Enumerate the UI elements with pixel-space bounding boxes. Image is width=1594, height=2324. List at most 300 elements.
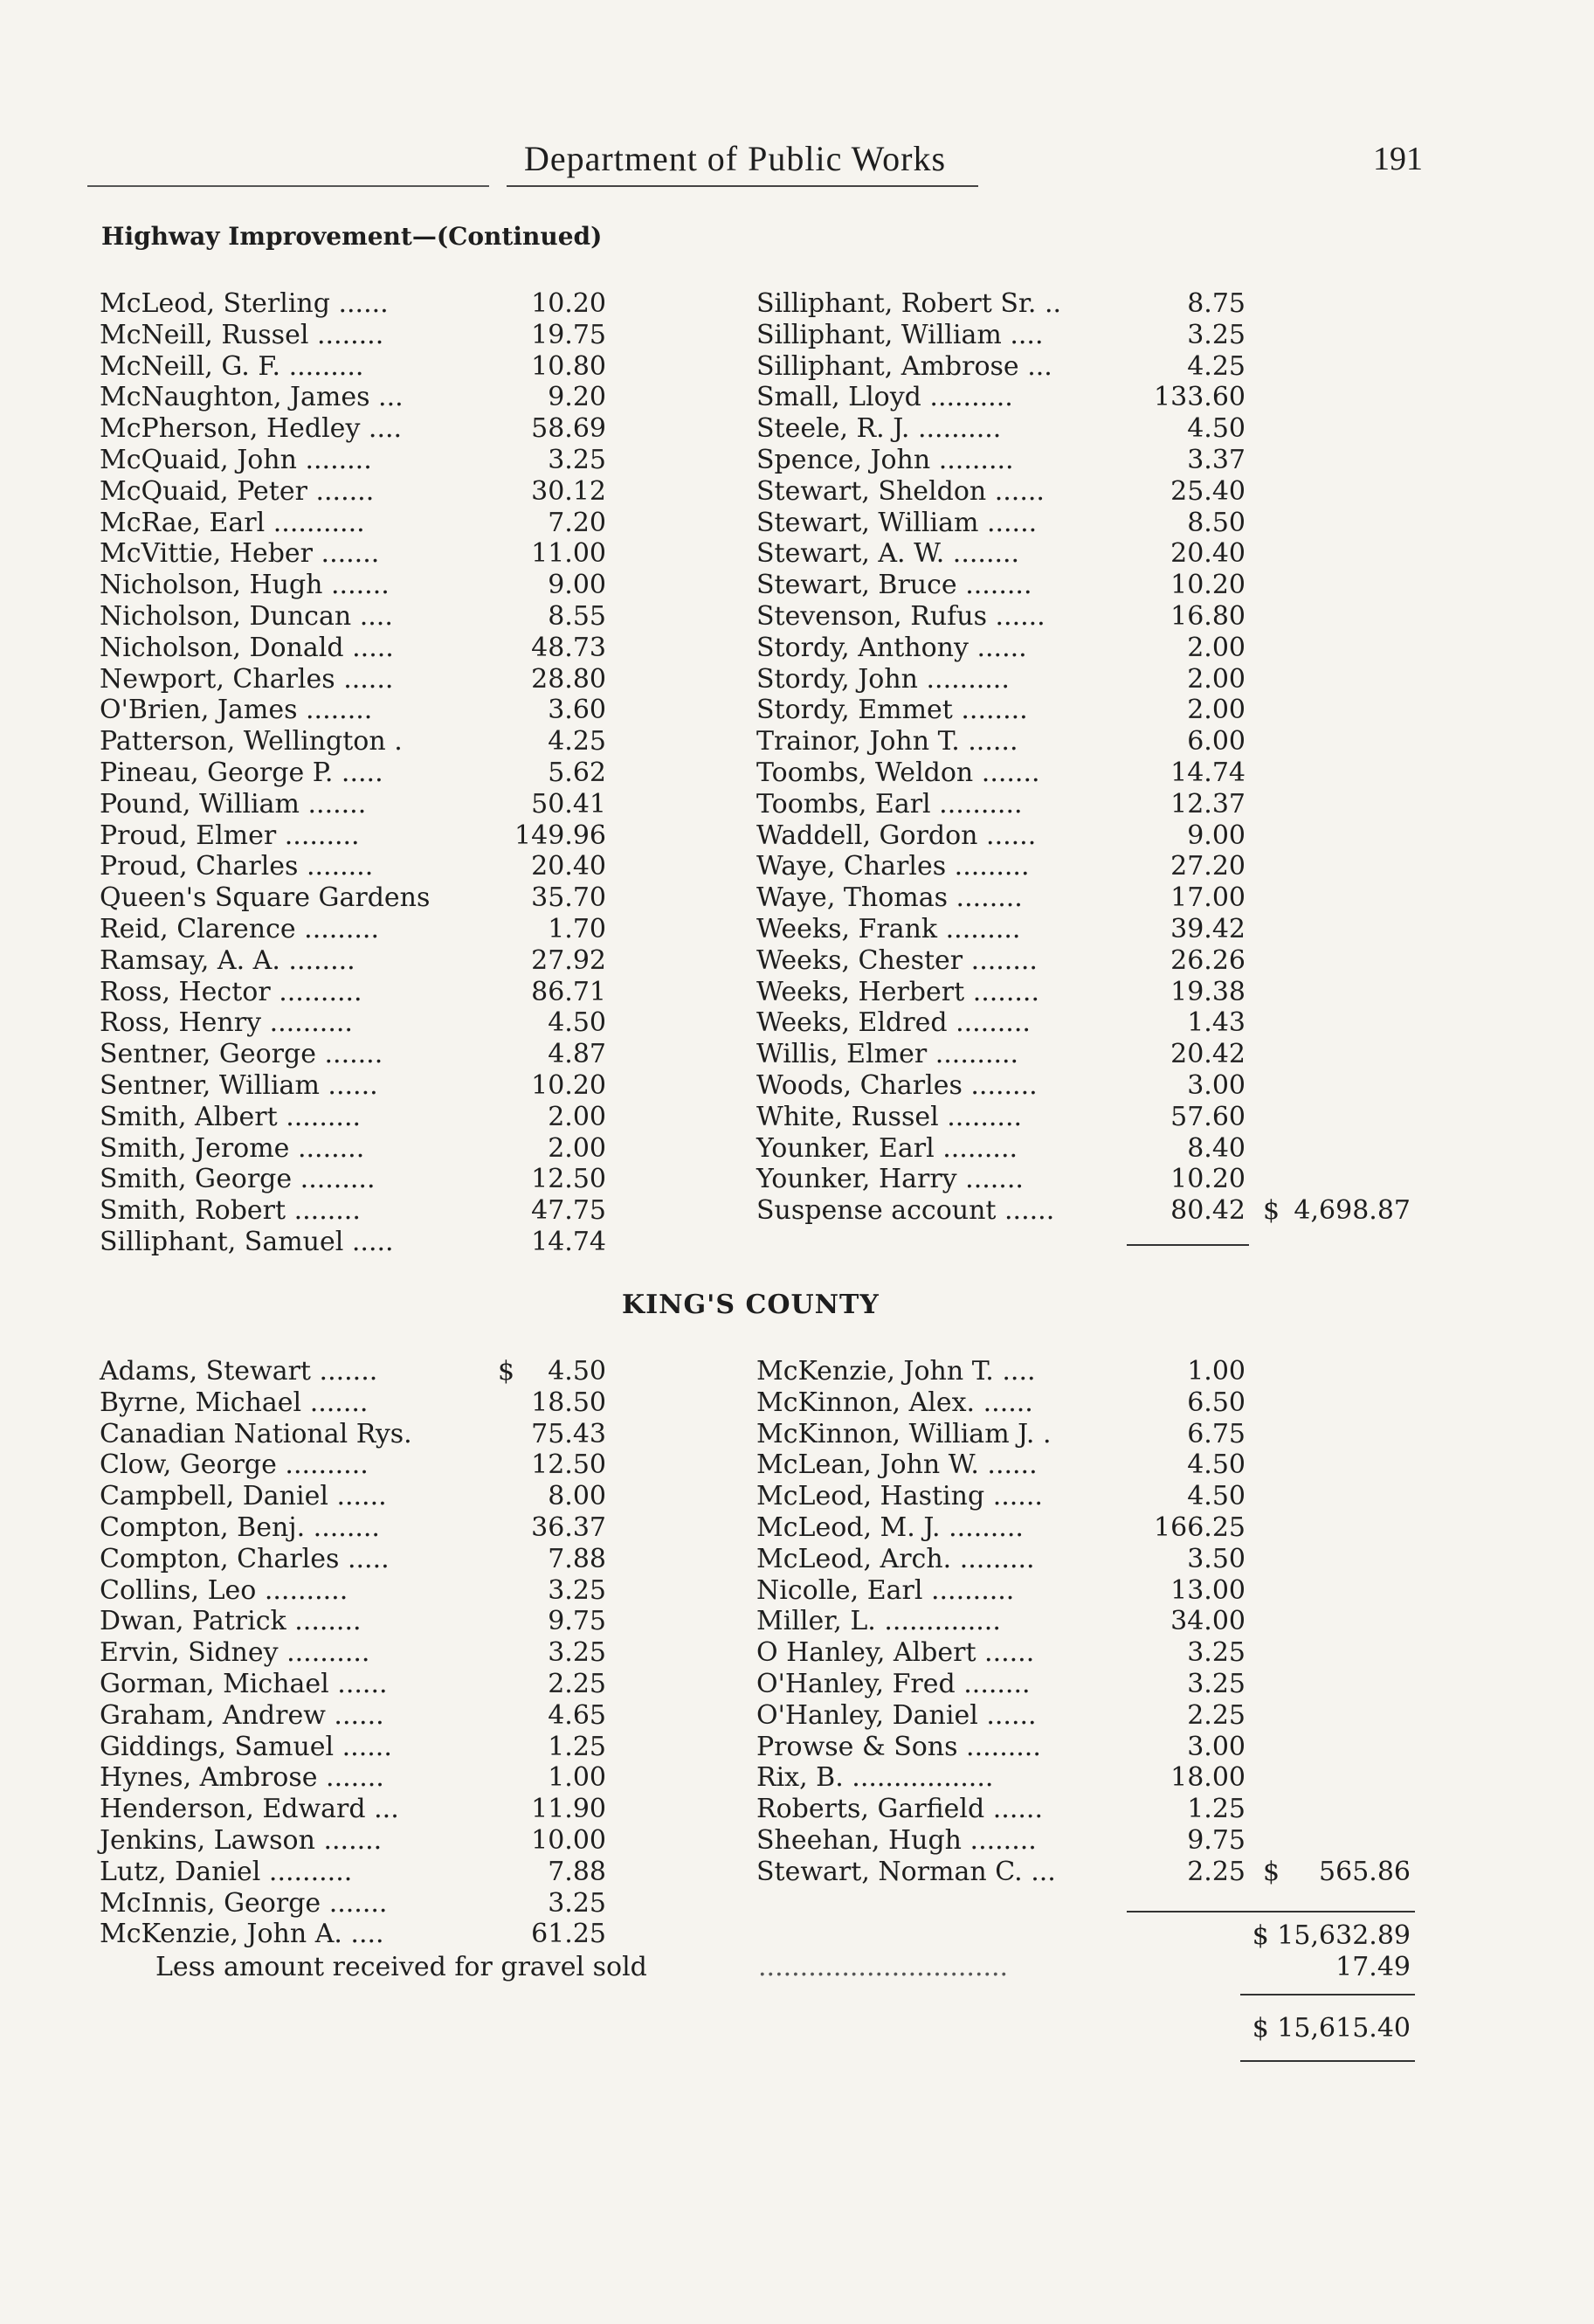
payee-name: McQuaid, Peter ....... <box>100 475 375 507</box>
payee-name: Proud, Charles ........ <box>100 851 374 882</box>
payee-amount: 9.20 <box>548 382 606 413</box>
payee-name: Stewart, Bruce ........ <box>756 570 1032 601</box>
ledger-row <box>756 413 1254 445</box>
ledger-row <box>756 508 1254 539</box>
payee-amount: 1.00 <box>1187 1356 1246 1387</box>
payee-name: Younker, Harry ....... <box>756 1164 1024 1195</box>
payee-amount: 10.80 <box>531 350 606 382</box>
payee-name: Ross, Henry .......... <box>100 1007 353 1039</box>
ledger-row <box>756 1164 1254 1195</box>
payee-name: Pineau, George P. ..... <box>100 757 383 788</box>
payee-amount: 149.96 <box>514 820 606 851</box>
payee-name: Weeks, Herbert ........ <box>756 976 1039 1007</box>
ledger-row <box>100 1039 606 1070</box>
payee-name: McLeod, M. J. ......... <box>756 1511 1024 1543</box>
payee-name: Campbell, Daniel ...... <box>100 1481 387 1512</box>
ledger-row <box>100 757 606 789</box>
payee-name: Willis, Elmer .......... <box>756 1039 1019 1070</box>
payee-amount: 11.90 <box>531 1794 606 1825</box>
ledger-row <box>756 757 1254 789</box>
ledger-row <box>100 882 606 914</box>
payee-name: McLean, John W. ...... <box>756 1449 1038 1481</box>
payee-amount: 4.65 <box>548 1699 606 1731</box>
ledger-row <box>756 1794 1254 1825</box>
payee-name: Newport, Charles ...... <box>100 663 394 695</box>
payee-name: Sentner, George ....... <box>100 1039 383 1070</box>
payee-name: Queen's Square Gardens <box>100 882 431 914</box>
ledger-row <box>100 1606 606 1637</box>
payee-name: Nicolle, Earl .......... <box>756 1574 1015 1606</box>
ledger-row <box>756 1700 1254 1732</box>
ledger-row <box>100 976 606 1008</box>
payee-name: Stewart, Norman C. ... <box>756 1856 1056 1887</box>
payee-amount: 10.20 <box>1170 570 1246 601</box>
less-label: Less amount received for gravel sold <box>155 1952 647 1982</box>
payee-amount: 12.50 <box>531 1449 606 1481</box>
ledger-row <box>100 1856 606 1888</box>
ledger-row <box>100 1543 606 1575</box>
payee-amount: 14.74 <box>1170 757 1246 788</box>
payee-amount: 3.25 <box>548 1887 606 1919</box>
payee-amount: 16.80 <box>1170 600 1246 632</box>
header-rule-left <box>87 185 489 187</box>
kings-right-column <box>756 1356 1411 1888</box>
payee-name: Ramsay, A. A. ........ <box>100 944 355 976</box>
ledger-row <box>756 1481 1254 1512</box>
payee-amount: 10.20 <box>531 288 606 319</box>
ledger-row <box>100 288 606 320</box>
ledger-row <box>756 633 1254 664</box>
payee-name: Waye, Thomas ........ <box>756 882 1023 914</box>
less-amount: 17.49 <box>1335 1952 1411 1982</box>
payee-name: Silliphant, Ambrose ... <box>756 350 1052 382</box>
ledger-row <box>100 913 606 945</box>
payee-name: Canadian National Rys. <box>100 1418 412 1449</box>
ledger-row <box>756 1669 1254 1700</box>
payee-name: McLeod, Sterling ...... <box>100 288 389 319</box>
ledger-row <box>100 1195 606 1227</box>
payee-name: McLeod, Arch. ......... <box>756 1543 1035 1574</box>
payee-name: Patterson, Wellington . <box>100 726 403 757</box>
payee-amount: 6.50 <box>1187 1387 1246 1418</box>
payee-name: Compton, Charles ..... <box>100 1543 390 1574</box>
ledger-row <box>756 1133 1254 1165</box>
payee-amount: 19.75 <box>531 319 606 350</box>
payee-name: Henderson, Edward ... <box>100 1794 399 1825</box>
ledger-row <box>756 726 1254 757</box>
payee-amount: 2.00 <box>1187 663 1246 695</box>
payee-amount: 3.60 <box>548 695 606 726</box>
header-rule-right <box>507 185 978 187</box>
payee-name: McQuaid, John ........ <box>100 444 372 475</box>
kings-left-column <box>100 1356 606 1950</box>
ledger-row <box>756 695 1254 726</box>
payee-name: Stordy, Anthony ...... <box>756 632 1027 663</box>
payee-amount: 2.00 <box>548 1132 606 1164</box>
payee-amount: 19.38 <box>1170 976 1246 1007</box>
payee-name: Ross, Hector .......... <box>100 976 362 1007</box>
ledger-row <box>756 789 1254 820</box>
payee-amount: 3.25 <box>548 1637 606 1669</box>
payee-name: Waddell, Gordon ...... <box>756 820 1037 851</box>
payee-name: Prowse & Sons ......... <box>756 1731 1041 1762</box>
highway-right-column <box>756 288 1411 1227</box>
payee-amount: 3.37 <box>1187 444 1246 475</box>
ledger-row <box>100 1731 606 1763</box>
ledger-row <box>756 1102 1254 1133</box>
payee-name: Waye, Charles ......... <box>756 851 1030 882</box>
ledger-row <box>100 538 606 570</box>
ledger-row <box>100 1762 606 1794</box>
payee-amount: 26.26 <box>1170 944 1246 976</box>
payee-amount: 12.50 <box>531 1164 606 1195</box>
ledger-row <box>756 351 1254 383</box>
payee-name: Steele, R. J. .......... <box>756 413 1002 445</box>
ledger-row <box>756 1070 1254 1102</box>
ledger-row <box>100 695 606 726</box>
payee-name: Smith, Albert ......... <box>100 1101 362 1132</box>
payee-name: Giddings, Samuel ...... <box>100 1731 392 1762</box>
subtotal-amount: 4,698.87 <box>1294 1195 1411 1227</box>
payee-amount: 3.25 <box>1187 319 1246 350</box>
ledger-row <box>756 1195 1411 1227</box>
payee-amount: 48.73 <box>531 632 606 663</box>
payee-amount: 8.40 <box>1187 1132 1246 1164</box>
payee-amount: 9.00 <box>1187 820 1246 851</box>
payee-name: Stewart, William ...... <box>756 507 1038 538</box>
payee-name: McPherson, Hedley .... <box>100 413 403 445</box>
payee-name: McKenzie, John T. .... <box>756 1356 1036 1387</box>
ledger-row <box>756 1512 1254 1544</box>
payee-name: McKinnon, Alex. ...... <box>756 1387 1033 1418</box>
payee-name: Ervin, Sidney .......... <box>100 1637 370 1669</box>
payee-amount: 28.80 <box>531 663 606 695</box>
gross-total: $ 15,632.89 <box>1252 1920 1411 1951</box>
ledger-row <box>100 1637 606 1669</box>
ledger-row <box>100 1132 606 1165</box>
payee-amount: 4.87 <box>548 1039 606 1070</box>
payee-name: White, Russel ......... <box>756 1101 1023 1132</box>
dollar-sign: $ <box>1263 1195 1280 1227</box>
payee-amount: 61.25 <box>531 1919 606 1950</box>
ledger-row <box>100 1449 606 1481</box>
payee-amount: 4.50 <box>1187 1449 1246 1481</box>
ledger-row <box>756 945 1254 977</box>
payee-amount: 14.74 <box>531 1226 606 1257</box>
payee-name: McKinnon, William J. . <box>756 1418 1052 1449</box>
ledger-row <box>756 1544 1254 1575</box>
ledger-row <box>756 1039 1254 1070</box>
ledger-row <box>100 1574 606 1607</box>
payee-name: Small, Lloyd .......... <box>756 382 1013 413</box>
payee-amount: 86.71 <box>531 976 606 1007</box>
payee-name: Nicholson, Donald ..... <box>100 632 394 663</box>
payee-name: Stevenson, Rufus ...... <box>756 600 1045 632</box>
ledger-row <box>100 1481 606 1512</box>
payee-name: Reid, Clarence ......... <box>100 913 379 944</box>
ledger-row <box>100 1887 606 1919</box>
payee-name: Byrne, Michael ....... <box>100 1387 369 1418</box>
ledger-row <box>756 601 1254 633</box>
payee-name: Smith, George ......... <box>100 1164 376 1195</box>
net-total-rule <box>1240 1994 1415 1995</box>
ledger-row <box>756 820 1254 852</box>
subtotal-rule <box>1127 1244 1249 1246</box>
payee-amount: 10.00 <box>531 1824 606 1856</box>
ledger-row <box>756 1007 1254 1039</box>
ledger-row <box>100 944 606 977</box>
payee-amount: 4.50 <box>548 1356 606 1387</box>
payee-amount: 4.50 <box>1187 413 1246 445</box>
ledger-row <box>100 663 606 695</box>
payee-amount: 47.75 <box>531 1195 606 1227</box>
payee-name: Compton, Benj. ........ <box>100 1511 380 1543</box>
payee-name: Lutz, Daniel .......... <box>100 1856 353 1887</box>
payee-amount: 2.25 <box>1187 1856 1246 1887</box>
payee-amount: 58.69 <box>531 413 606 445</box>
payee-amount: 1.25 <box>548 1731 606 1762</box>
payee-amount: 3.00 <box>1187 1731 1246 1762</box>
payee-amount: 10.20 <box>531 1069 606 1101</box>
kings-county-heading: KING'S COUNTY <box>622 1290 880 1320</box>
ledger-row <box>100 507 606 539</box>
payee-name: Stordy, John .......... <box>756 663 1010 695</box>
payee-name: Stewart, A. W. ........ <box>756 538 1020 570</box>
payee-amount: 80.42 <box>1170 1195 1246 1227</box>
payee-amount: 12.37 <box>1170 788 1246 820</box>
payee-amount: 6.00 <box>1187 726 1246 757</box>
payee-amount: 3.25 <box>548 444 606 475</box>
payee-amount: 20.40 <box>531 851 606 882</box>
payee-name: Weeks, Eldred ......... <box>756 1007 1031 1039</box>
payee-amount: 34.00 <box>1170 1606 1246 1637</box>
payee-name: McKenzie, John A. .... <box>100 1919 384 1950</box>
payee-name: Stordy, Emmet ........ <box>756 695 1028 726</box>
payee-amount: 18.00 <box>1170 1762 1246 1794</box>
ledger-row <box>756 851 1254 882</box>
payee-name: O'Brien, James ........ <box>100 695 373 726</box>
payee-name: Stewart, Sheldon ...... <box>756 475 1045 507</box>
ledger-row <box>100 1007 606 1039</box>
payee-amount: 30.12 <box>531 475 606 507</box>
payee-name: Weeks, Frank ......... <box>756 913 1021 944</box>
payee-name: McRae, Earl ........... <box>100 507 365 538</box>
ledger-row <box>100 788 606 820</box>
payee-amount: 35.70 <box>531 882 606 914</box>
payee-amount: 6.75 <box>1187 1418 1246 1449</box>
payee-amount: 4.50 <box>548 1007 606 1039</box>
payee-amount: 2.00 <box>548 1101 606 1132</box>
ledger-row <box>100 851 606 882</box>
payee-name: Roberts, Garfield ...... <box>756 1794 1043 1825</box>
payee-amount: 4.25 <box>548 726 606 757</box>
ledger-row <box>756 1637 1254 1669</box>
payee-amount: 2.25 <box>1187 1699 1246 1731</box>
ledger-row <box>756 1449 1254 1481</box>
ledger-row <box>756 1606 1254 1637</box>
payee-name: McInnis, George ....... <box>100 1887 388 1919</box>
ledger-row <box>756 914 1254 945</box>
payee-amount: 1.00 <box>548 1762 606 1794</box>
payee-amount: 3.50 <box>1187 1543 1246 1574</box>
payee-amount: 7.88 <box>548 1856 606 1887</box>
payee-name: Sentner, William ...... <box>100 1069 378 1101</box>
net-total-underline <box>1240 2060 1415 2062</box>
payee-name: Weeks, Chester ........ <box>756 944 1038 976</box>
payee-amount: 20.40 <box>1170 538 1246 570</box>
ledger-row <box>756 288 1254 320</box>
ledger-row <box>100 413 606 445</box>
ledger-row <box>100 820 606 852</box>
page-number: 191 <box>1373 141 1423 177</box>
payee-name: Silliphant, William .... <box>756 319 1044 350</box>
payee-name: McNeill, Russel ........ <box>100 319 384 350</box>
payee-name: Sheehan, Hugh ........ <box>756 1824 1037 1856</box>
payee-amount: 18.50 <box>531 1387 606 1418</box>
payee-amount: 39.42 <box>1170 913 1246 944</box>
payee-name: Jenkins, Lawson ....... <box>100 1824 383 1856</box>
payee-name: Nicholson, Hugh ....... <box>100 570 390 601</box>
ledger-row <box>756 977 1254 1008</box>
payee-name: Trainor, John T. ...... <box>756 726 1018 757</box>
payee-name: Silliphant, Samuel ..... <box>100 1226 394 1257</box>
ledger-row <box>756 664 1254 695</box>
page-header-title: Department of Public Works <box>524 139 947 178</box>
ledger-row <box>100 1794 606 1825</box>
subtotal-amount: 565.86 <box>1319 1856 1411 1887</box>
payee-amount: 2.00 <box>1187 632 1246 663</box>
payee-amount: 1.70 <box>548 913 606 944</box>
ledger-row <box>100 600 606 633</box>
payee-amount: 50.41 <box>531 788 606 820</box>
payee-name: Collins, Leo .......... <box>100 1574 348 1606</box>
payee-amount: 4.50 <box>1187 1481 1246 1512</box>
ledger-row <box>100 319 606 351</box>
dollar-sign: $ <box>498 1356 515 1387</box>
ledger-row <box>100 632 606 664</box>
ledger-row <box>100 1387 606 1419</box>
ledger-row <box>756 476 1254 508</box>
payee-name: Proud, Elmer ......... <box>100 820 360 851</box>
ledger-row <box>756 1762 1254 1794</box>
payee-amount: 8.75 <box>1187 288 1246 319</box>
payee-amount: 8.00 <box>548 1481 606 1512</box>
payee-name: McVittie, Heber ....... <box>100 538 380 570</box>
payee-amount: 20.42 <box>1170 1039 1246 1070</box>
payee-name: Graham, Andrew ...... <box>100 1699 384 1731</box>
payee-name: O'Hanley, Fred ........ <box>756 1668 1031 1699</box>
ledger-row <box>756 1575 1254 1607</box>
payee-name: Toombs, Earl .......... <box>756 788 1023 820</box>
payee-name: Rix, B. ................. <box>756 1762 994 1794</box>
payee-name: Woods, Charles ........ <box>756 1069 1038 1101</box>
ledger-row <box>756 538 1254 570</box>
payee-amount: 36.37 <box>531 1511 606 1543</box>
ledger-row <box>756 1825 1254 1857</box>
dollar-sign: $ <box>1263 1856 1280 1887</box>
payee-name: Smith, Jerome ........ <box>100 1132 365 1164</box>
ledger-row <box>756 570 1254 601</box>
payee-amount: 9.75 <box>1187 1824 1246 1856</box>
highway-left-column <box>100 288 606 1258</box>
ledger-row <box>100 382 606 413</box>
payee-amount: 4.25 <box>1187 350 1246 382</box>
payee-name: Miller, L. .............. <box>756 1606 1001 1637</box>
payee-amount: 9.75 <box>548 1606 606 1637</box>
payee-amount: 57.60 <box>1170 1101 1246 1132</box>
ledger-row <box>756 320 1254 351</box>
ledger-row <box>756 445 1254 476</box>
ledger-row <box>100 1919 606 1950</box>
payee-amount: 3.25 <box>548 1574 606 1606</box>
ledger-row <box>756 1387 1254 1419</box>
ledger-row <box>100 350 606 383</box>
ledger-row <box>100 1164 606 1195</box>
payee-amount: 17.00 <box>1170 882 1246 914</box>
payee-name: Younker, Earl ......... <box>756 1132 1018 1164</box>
payee-amount: 133.60 <box>1154 382 1246 413</box>
ledger-row <box>756 1732 1254 1763</box>
payee-amount: 2.25 <box>548 1668 606 1699</box>
payee-name: O'Hanley, Daniel ...... <box>756 1699 1037 1731</box>
payee-name: Nicholson, Duncan .... <box>100 600 393 632</box>
payee-amount: 8.55 <box>548 600 606 632</box>
payee-amount: 27.20 <box>1170 851 1246 882</box>
payee-name: Hynes, Ambrose ....... <box>100 1762 384 1794</box>
less-dots: .............................. <box>758 1952 1009 1982</box>
ledger-row <box>100 444 606 476</box>
ledger-row <box>756 382 1254 413</box>
payee-amount: 11.00 <box>531 538 606 570</box>
payee-name: O Hanley, Albert ...... <box>756 1637 1035 1669</box>
payee-name: McNaughton, James ... <box>100 382 404 413</box>
payee-amount: 13.00 <box>1170 1574 1246 1606</box>
ledger-row <box>100 1418 606 1450</box>
payee-amount: 9.00 <box>548 570 606 601</box>
payee-name: Adams, Stewart ....... <box>100 1356 378 1387</box>
ledger-row <box>756 1419 1254 1450</box>
payee-name: Spence, John ......... <box>756 444 1014 475</box>
payee-amount: 75.43 <box>531 1418 606 1449</box>
payee-amount: 7.88 <box>548 1543 606 1574</box>
ledger-row <box>100 1824 606 1857</box>
ledger-row <box>100 1069 606 1102</box>
ledger-row <box>100 1668 606 1700</box>
ledger-row <box>100 726 606 757</box>
payee-amount: 1.43 <box>1187 1007 1246 1039</box>
ledger-row <box>100 570 606 601</box>
payee-amount: 166.25 <box>1154 1511 1246 1543</box>
payee-name: Dwan, Patrick ........ <box>100 1606 362 1637</box>
payee-amount: 25.40 <box>1170 475 1246 507</box>
payee-amount: 27.92 <box>531 944 606 976</box>
ledger-row <box>100 475 606 508</box>
ledger-row <box>100 1511 606 1544</box>
ledger-row <box>756 1356 1254 1387</box>
payee-name: McLeod, Hasting ...... <box>756 1481 1043 1512</box>
payee-name: McNeill, G. F. ......... <box>100 350 364 382</box>
ledger-row <box>100 1356 606 1387</box>
payee-amount: 2.00 <box>1187 695 1246 726</box>
kings-total-rule <box>1127 1911 1415 1912</box>
payee-name: Pound, William ....... <box>100 788 367 820</box>
ledger-row <box>100 1101 606 1133</box>
ledger-row <box>100 1226 606 1258</box>
payee-name: Clow, George .......... <box>100 1449 369 1481</box>
payee-name: Toombs, Weldon ....... <box>756 757 1040 788</box>
payee-amount: 8.50 <box>1187 507 1246 538</box>
payee-amount: 3.25 <box>1187 1668 1246 1699</box>
